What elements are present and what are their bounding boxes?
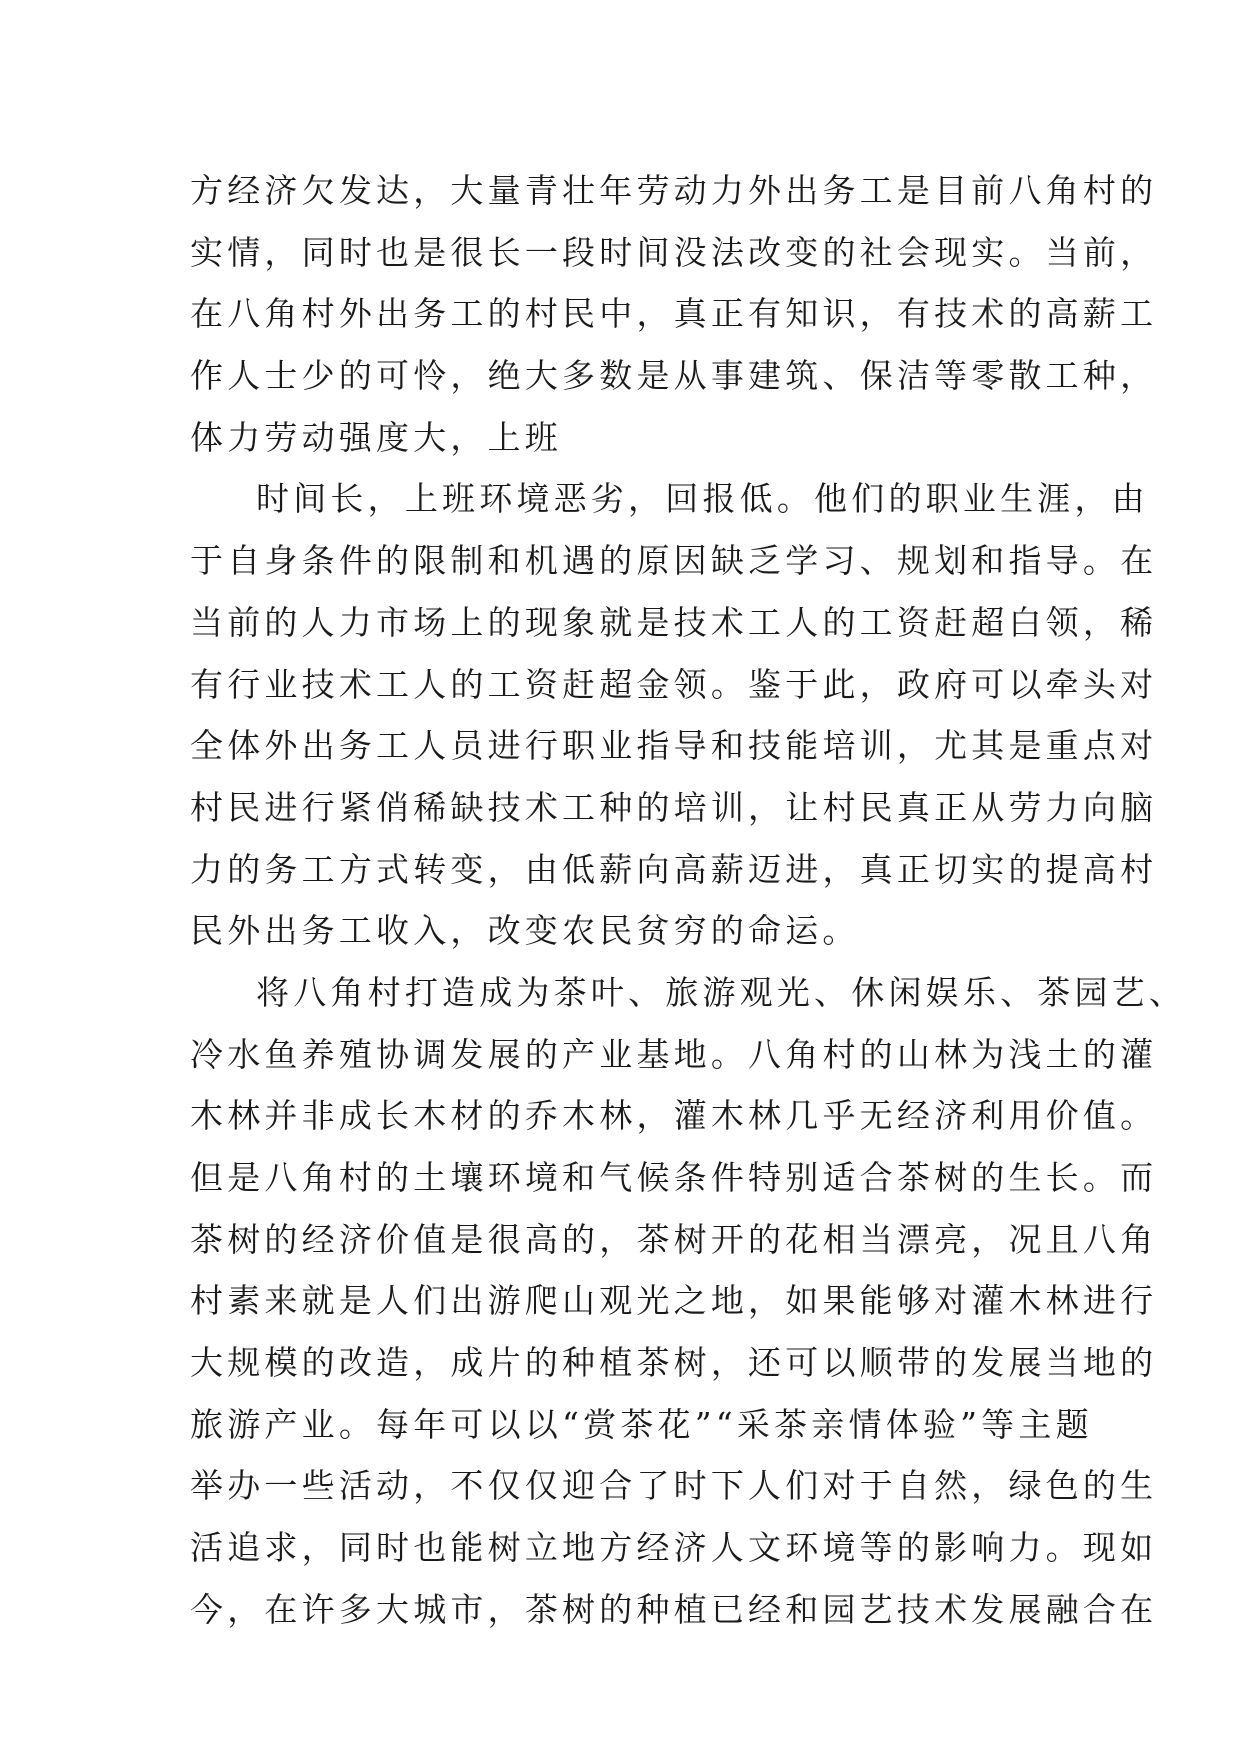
paragraph-3 [190,962,1187,1641]
text-line: 举 办 一 些 活 动 ， 不 仅 仅 迎 合 了 时 下 人 们 对 于 自 然 ， 绿 色 的 生 [190,1466,1158,1506]
text-line: 村 素 来 就 是 人 们 出 游 爬 山 观 光 之 地 ， 如 果 能 够 对 灌 木 林 进 行 [190,1281,1158,1321]
paragraph-1 [190,160,1158,468]
document-body [190,160,1187,1641]
text-line: 冷 水 鱼 养 殖 协 调 发 展 的 产 业 基 地 。 八 角 村 的 山 林 为 浅 土 的 灌 [190,1034,1158,1074]
text-line: 木 林 并 非 成 长 木 材 的 乔 木 林 ， 灌 木 林 几 乎 无 经 济 利 用 价 值 。 [190,1096,1158,1136]
text-line: 民外出务工收入，改变农民贫穷的命运。 [190,911,860,951]
text-line: 当 前 的 人 力 市 场 上 的 现 象 就 是 技 术 工 人 的 工 资 赶 超 白 领 ， 稀 [190,602,1158,642]
text-line: 时 间 长 ， 上 班 环 境 恶 劣 ， 回 报 低 。 他 们 的 职 业 生 涯 ， 由 [256,479,1149,519]
text-line: 力 的 务 工 方 式 转 变 ， 由 低 薪 向 高 薪 迈 进 ， 真 正 切 实 的 提 高 村 [190,849,1158,889]
text-line: 作 人 士 少 的 可 怜 ， 绝 大 多 数 是 从 事 建 筑 、 保 洁 等 零 散 工 种 ， [190,356,1158,396]
text-line: 在 八 角 村 外 出 务 工 的 村 民 中 ， 真 正 有 知 识 ， 有 技 术 的 高 薪 工 [190,294,1158,334]
text-line: 村 民 进 行 紧 俏 稀 缺 技 术 工 种 的 培 训 ， 让 村 民 真 正 从 劳 力 向 脑 [190,787,1158,827]
text-line: 旅 游 产 业 。 每 年 可 以 以 “ 赏 茶 花 ” “ 采 茶 亲 情 体 验 ” 等 主 题 [190,1404,1093,1444]
text-line: 大 规 模 的 改 造 ， 成 片 的 种 植 茶 树 ， 还 可 以 顺 带 的 发 展 当 地 的 [190,1343,1158,1383]
text-line: 全 体 外 出 务 工 人 员 进 行 职 业 指 导 和 技 能 培 训 ， 尤 其 是 重 点 对 [190,726,1158,766]
text-line: 有 行 业 技 术 工 人 的 工 资 赶 超 金 领 。 鉴 于 此 ， 政 府 可 以 牵 头 对 [190,664,1158,704]
text-line: 体力劳动强度大，上班 [190,417,562,457]
text-line: 方 经 济 欠 发 达 ， 大 量 青 壮 年 劳 动 力 外 出 务 工 是 目 前 八 角 村 的 [190,171,1158,210]
text-line: 将 八 角 村 打 造 成 为 茶 叶 、 旅 游 观 光 、 休 闲 娱 乐 、 茶 园 艺 、 [256,972,1187,1012]
text-line: 活 追 求 ， 同 时 也 能 树 立 地 方 经 济 人 文 环 境 等 的 影 响 力 。 现 如 [190,1528,1158,1568]
paragraph-2 [190,468,1158,962]
text-line: 但 是 八 角 村 的 土 壤 环 境 和 气 候 条 件 特 别 适 合 茶 树 的 生 长 。 而 [190,1158,1158,1197]
text-line: 实 情 ， 同 时 也 是 很 长 一 段 时 间 没 法 改 变 的 社 会 现 实 。 当 前 ， [190,232,1158,272]
text-line: 今 ， 在 许 多 大 城 市 ， 茶 树 的 种 植 已 经 和 园 艺 技 术 发 展 融 合 在 [190,1589,1158,1629]
text-line: 茶 树 的 经 济 价 值 是 很 高 的 ， 茶 树 开 的 花 相 当 漂 亮 ， 况 且 八 角 [190,1219,1158,1259]
text-line: 于 自 身 条 件 的 限 制 和 机 遇 的 原 因 缺 乏 学 习 、 规 划 和 指 导 。 在 [190,541,1158,581]
